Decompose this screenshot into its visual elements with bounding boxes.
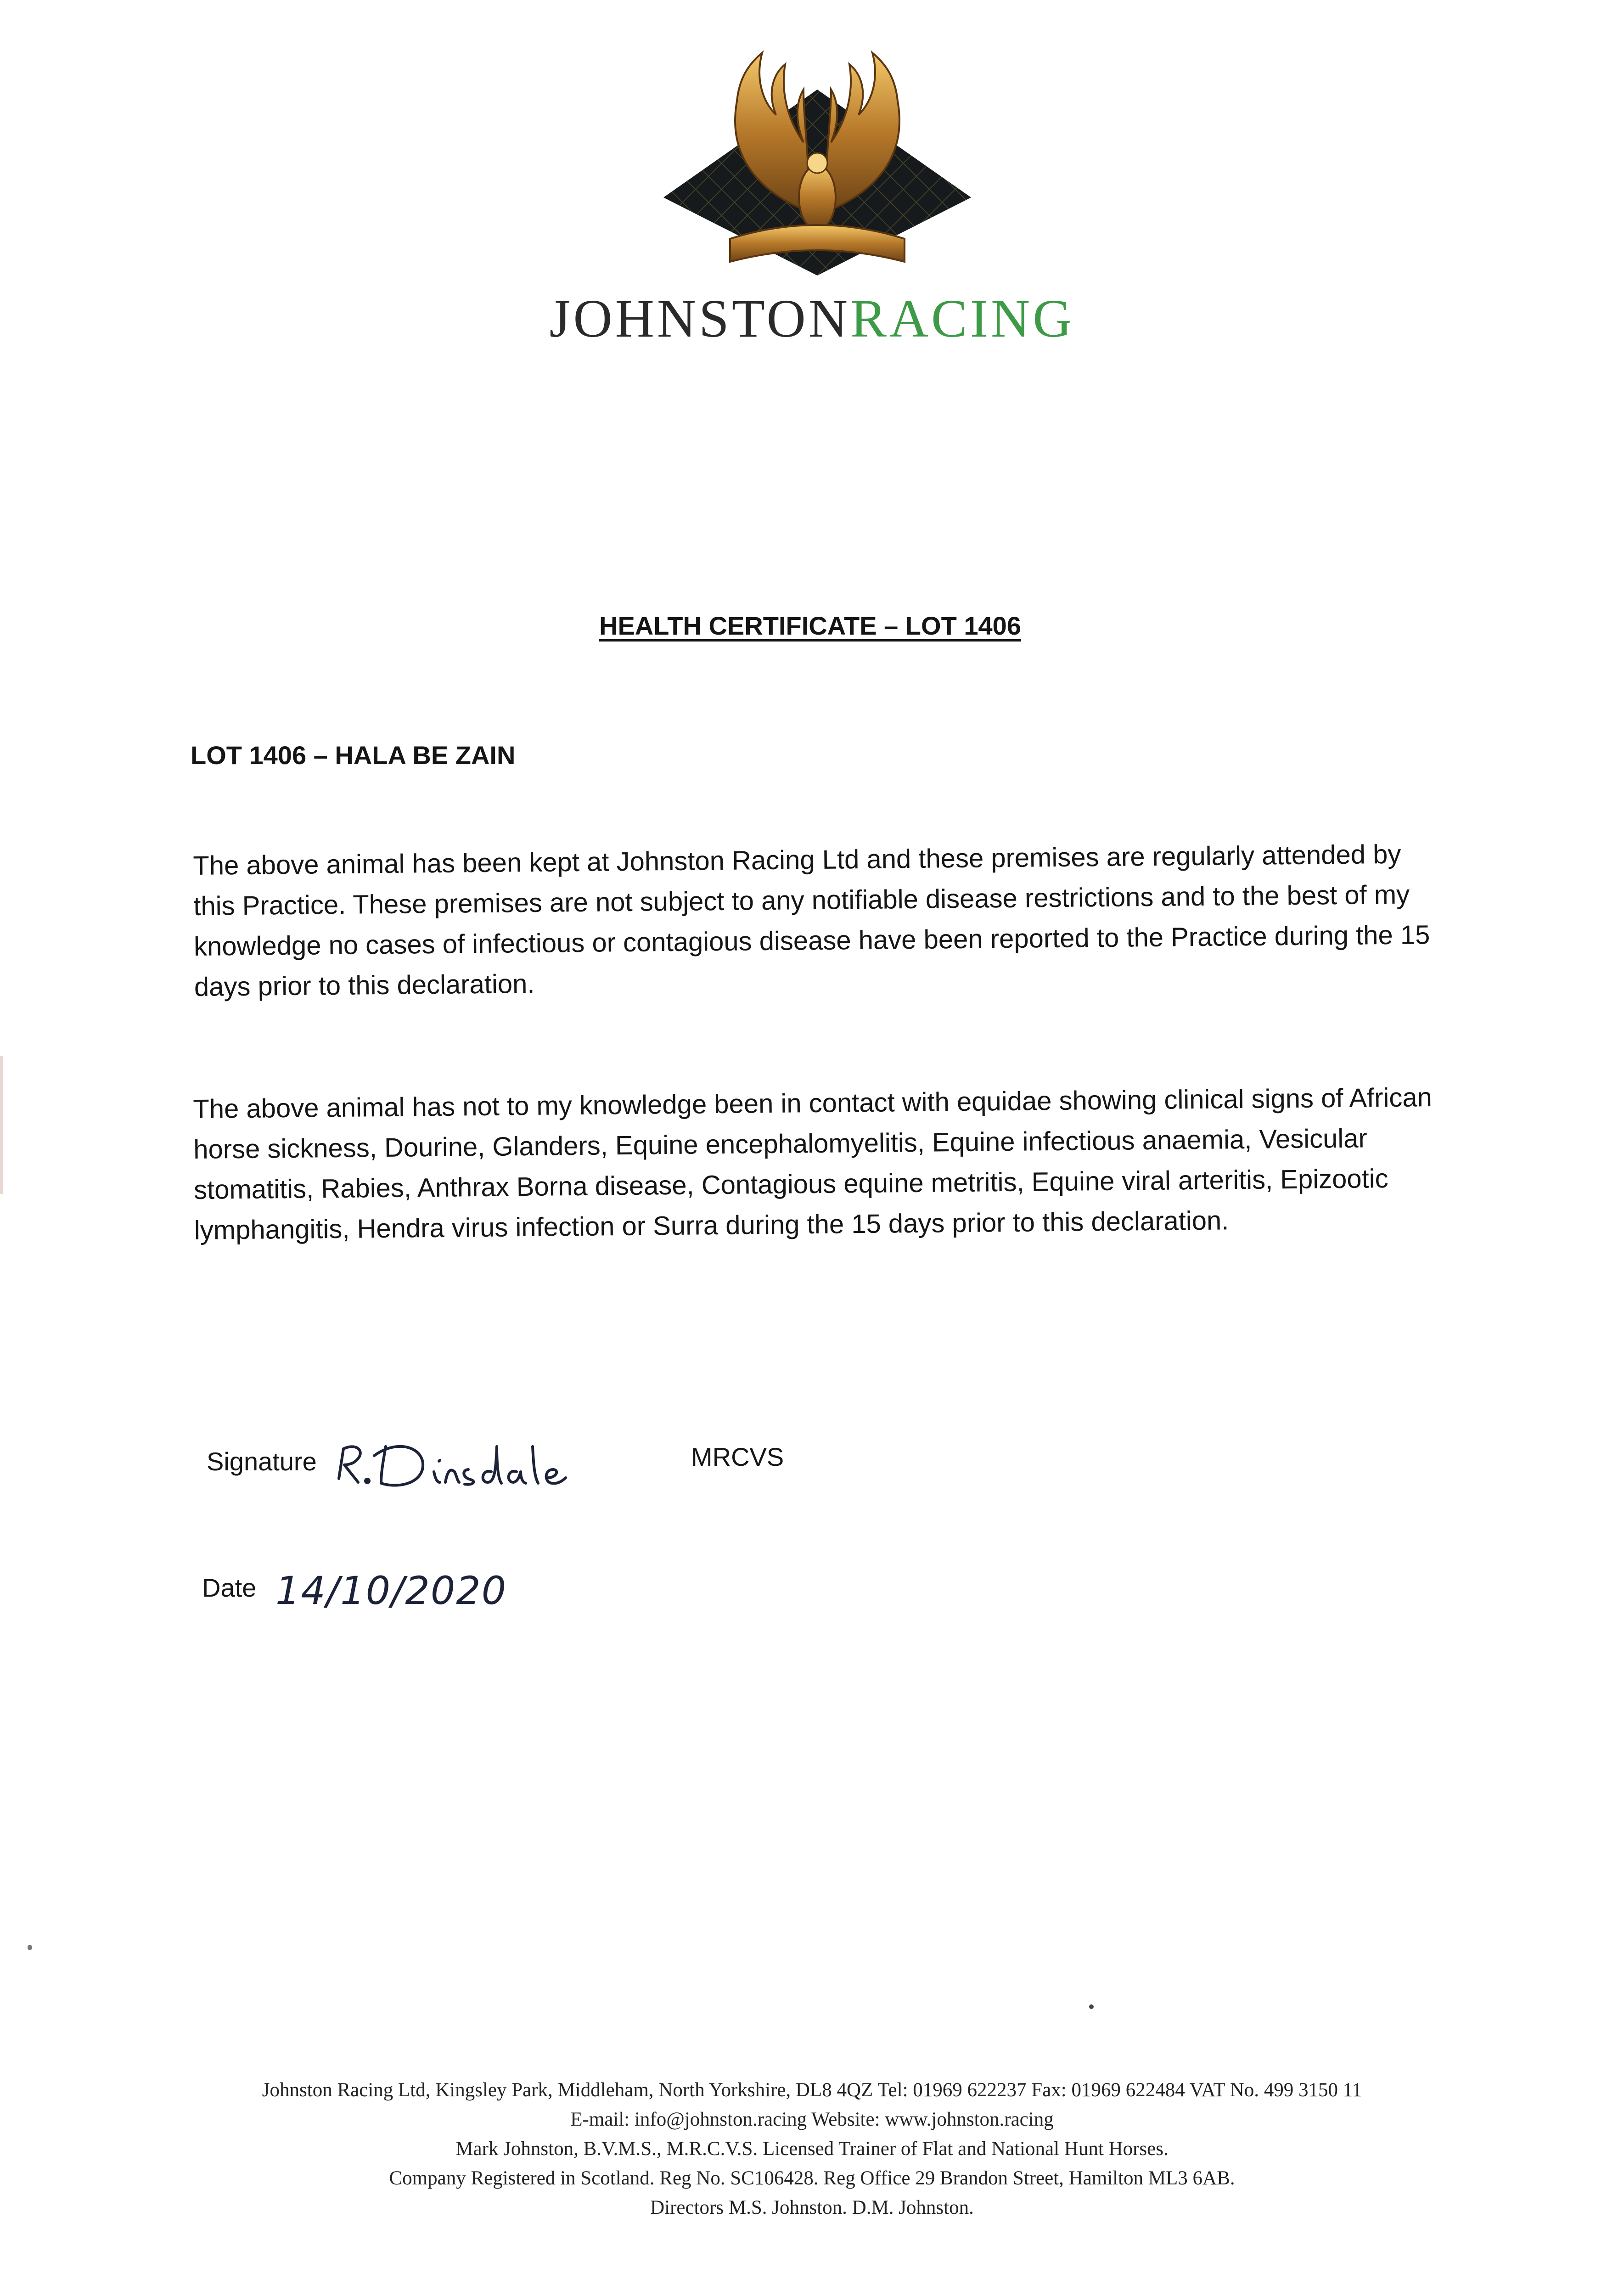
handwritten-signature (331, 1428, 588, 1497)
footer-contact: E-mail: info@johnston.racing Website: www.johnston.racing (570, 2109, 1054, 2130)
scan-artifact (0, 1056, 3, 1194)
brand-johnston: JOHNSTON (549, 288, 851, 349)
date-label: Date (202, 1573, 257, 1602)
footer-trainer: Mark Johnston, B.V.M.S., M.R.C.V.S. Licensed Trainer of Flat and National Hunt Horses. (455, 2138, 1169, 2160)
lot-heading: LOT 1406 – HALA BE ZAIN (191, 741, 516, 770)
signature-label: Signature (207, 1447, 317, 1476)
handwritten-date: 14/10/2020 (275, 1568, 507, 1613)
declaration-paragraph-2: The above animal has not to my knowledge been in contact with equidae showing clinical signs of African horse sickness, Dourine, Glanders, Equine encephalomyelitis, Equine infectious anaemia, Vesicular stomatitis, Rabies, Anthrax Borna disease, Contagious equine metritis, Equine viral arteritis, Epizootic lymphangitis, Hendra virus infection or Surra during the 15 days prior to this declaration. (193, 1082, 1433, 1245)
footer-registration: Company Registered in Scotland. Reg No. SC106428. Reg Office 29 Brandon Street, Hamilton ML3 6AB. (389, 2167, 1235, 2189)
winged-emblem-icon (657, 46, 978, 285)
scan-speck (28, 1945, 32, 1950)
declaration-paragraph-1: The above animal has been kept at Johnston Racing Ltd and these premises are regularly attended by this Practice. These premises are not subject to any notifiable disease restrictions and to the best of my knowledge no cases of infectious or contagious disease have been reported to the Practice during the 15 days prior to this declaration. (193, 839, 1430, 1002)
company-footer (0, 2076, 1624, 2223)
footer-address: Johnston Racing Ltd, Kingsley Park, Middleham, North Yorkshire, DL8 4QZ Tel: 01969 622237 Fax: 01969 622484 VAT No. 499 3150 11 (262, 2079, 1362, 2101)
signature-qualification: MRCVS (691, 1442, 784, 1471)
brand-racing: RACING (850, 288, 1075, 349)
scan-speck (1089, 2004, 1094, 2009)
certificate-title: HEALTH CERTIFICATE – LOT 1406 (599, 611, 1021, 640)
footer-directors: Directors M.S. Johnston. D.M. Johnston. (650, 2197, 974, 2218)
brand-wordmark (0, 288, 1624, 349)
